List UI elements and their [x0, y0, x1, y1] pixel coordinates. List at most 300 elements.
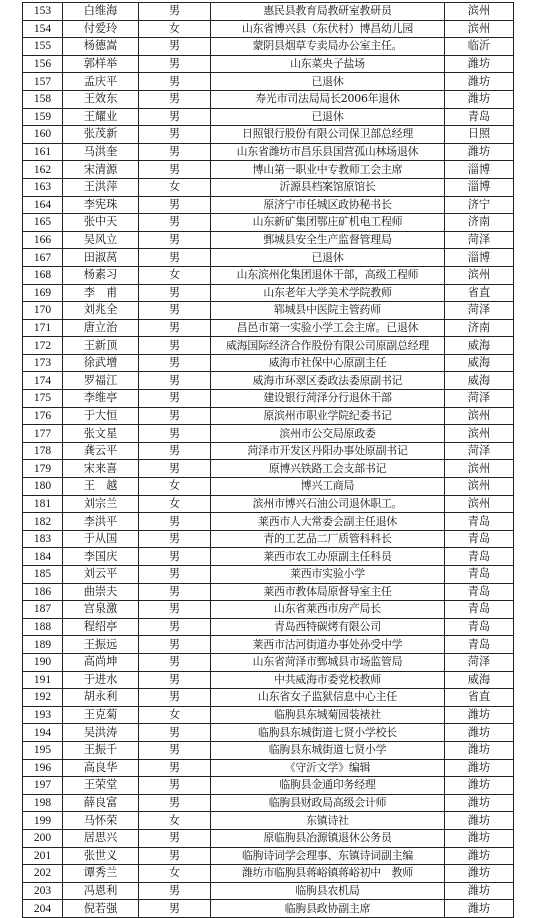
row-number: 178	[23, 442, 63, 460]
member-region: 威海	[445, 354, 514, 372]
member-unit: 青的工艺品二厂质管科科长	[211, 530, 445, 548]
row-number: 186	[23, 583, 63, 601]
member-region: 青岛	[445, 601, 514, 619]
roster-body	[23, 3, 514, 918]
member-region: 临沂	[445, 38, 514, 56]
member-sex: 男	[139, 196, 211, 214]
member-sex: 男	[139, 372, 211, 390]
member-unit: 潍坊市临朐县蒋峪镇蒋峪初中 教师	[211, 865, 445, 883]
member-region: 济南	[445, 319, 514, 337]
member-unit: 已退休	[211, 249, 445, 267]
member-unit: 莱西市人大常委会副主任退休	[211, 513, 445, 531]
table-row	[23, 3, 514, 21]
row-number: 157	[23, 73, 63, 91]
table-row	[23, 319, 514, 337]
member-sex: 男	[139, 671, 211, 689]
member-unit: 昌邑市第一实验小学工会主席。已退休	[211, 319, 445, 337]
row-number: 200	[23, 829, 63, 847]
member-unit: 滨州市公交局原政委	[211, 425, 445, 443]
member-sex: 男	[139, 284, 211, 302]
table-row	[23, 566, 514, 584]
member-name: 王克菊	[63, 706, 139, 724]
member-region: 青岛	[445, 618, 514, 636]
member-sex: 男	[139, 653, 211, 671]
member-unit: 莱西市实验小学	[211, 566, 445, 584]
table-row	[23, 20, 514, 38]
member-name: 刘宗兰	[63, 495, 139, 513]
member-unit: 原济宁市任城区政协秘书长	[211, 196, 445, 214]
member-sex: 男	[139, 55, 211, 73]
member-unit: 原临朐县冶源镇退休公务员	[211, 829, 445, 847]
member-sex: 男	[139, 231, 211, 249]
member-sex: 男	[139, 354, 211, 372]
member-unit: 莱西市沽河街道办事处孙受中学	[211, 636, 445, 654]
member-sex: 男	[139, 689, 211, 707]
member-unit: 菏泽市开发区丹阳办事处原副书记	[211, 442, 445, 460]
member-sex: 男	[139, 161, 211, 179]
member-unit: 青岛西特碳烤有限公司	[211, 618, 445, 636]
table-row	[23, 442, 514, 460]
member-sex: 男	[139, 583, 211, 601]
row-number: 187	[23, 601, 63, 619]
member-sex: 男	[139, 337, 211, 355]
member-region: 滨州	[445, 425, 514, 443]
member-unit: 山东省女子监狱信息中心主任	[211, 689, 445, 707]
member-region: 潍坊	[445, 812, 514, 830]
member-name: 唐立治	[63, 319, 139, 337]
member-name: 吴风立	[63, 231, 139, 249]
table-row	[23, 777, 514, 795]
member-unit: 郓城县中医院主管药师	[211, 302, 445, 320]
row-number: 166	[23, 231, 63, 249]
row-number: 177	[23, 425, 63, 443]
member-region: 滨州	[445, 495, 514, 513]
row-number: 198	[23, 794, 63, 812]
table-row	[23, 38, 514, 56]
member-unit: 威海国际经济合作股份有限公司原副总经理	[211, 337, 445, 355]
table-row	[23, 548, 514, 566]
member-region: 菏泽	[445, 231, 514, 249]
member-sex: 男	[139, 73, 211, 91]
row-number: 175	[23, 390, 63, 408]
table-row	[23, 337, 514, 355]
member-unit: 博兴工商局	[211, 478, 445, 496]
member-name: 王效东	[63, 90, 139, 108]
member-name: 胡永利	[63, 689, 139, 707]
row-number: 176	[23, 407, 63, 425]
member-sex: 男	[139, 882, 211, 900]
table-row	[23, 706, 514, 724]
table-row	[23, 126, 514, 144]
member-unit: 威海市社保中心原副主任	[211, 354, 445, 372]
member-sex: 女	[139, 706, 211, 724]
member-region: 青岛	[445, 583, 514, 601]
member-name: 宫泉激	[63, 601, 139, 619]
member-unit: 原博兴铁路工会支部书记	[211, 460, 445, 478]
member-name: 曲崇夫	[63, 583, 139, 601]
member-sex: 女	[139, 266, 211, 284]
table-row	[23, 390, 514, 408]
member-sex: 女	[139, 478, 211, 496]
member-sex: 男	[139, 741, 211, 759]
member-name: 郭样举	[63, 55, 139, 73]
row-number: 173	[23, 354, 63, 372]
member-sex: 男	[139, 143, 211, 161]
member-name: 高良华	[63, 759, 139, 777]
member-sex: 男	[139, 442, 211, 460]
member-name: 孟庆平	[63, 73, 139, 91]
table-row	[23, 425, 514, 443]
table-row	[23, 372, 514, 390]
member-region: 淄博	[445, 178, 514, 196]
member-name: 于大恒	[63, 407, 139, 425]
member-name: 徐武增	[63, 354, 139, 372]
table-row	[23, 530, 514, 548]
member-name: 杨素习	[63, 266, 139, 284]
row-number: 189	[23, 636, 63, 654]
member-unit: 临朐县东城街道七贤小学	[211, 741, 445, 759]
row-number: 182	[23, 513, 63, 531]
member-sex: 男	[139, 302, 211, 320]
member-name: 吴洪涛	[63, 724, 139, 742]
table-row	[23, 73, 514, 91]
member-sex: 女	[139, 495, 211, 513]
member-unit: 临朐诗词学会理事、东镇诗词副主编	[211, 847, 445, 865]
member-name: 张世义	[63, 847, 139, 865]
member-sex: 男	[139, 513, 211, 531]
member-unit: 沂源县档案馆原馆长	[211, 178, 445, 196]
member-unit: 莱西市教体局原督导室主任	[211, 583, 445, 601]
member-name: 冯恩利	[63, 882, 139, 900]
member-name: 王新顶	[63, 337, 139, 355]
member-region: 青岛	[445, 566, 514, 584]
member-sex: 男	[139, 777, 211, 795]
member-region: 潍坊	[445, 882, 514, 900]
table-row	[23, 231, 514, 249]
member-region: 潍坊	[445, 777, 514, 795]
member-region: 菏泽	[445, 390, 514, 408]
member-sex: 男	[139, 759, 211, 777]
member-name: 倪若强	[63, 900, 139, 918]
member-region: 潍坊	[445, 73, 514, 91]
member-sex: 男	[139, 249, 211, 267]
member-name: 李宪珠	[63, 196, 139, 214]
row-number: 191	[23, 671, 63, 689]
row-number: 160	[23, 126, 63, 144]
member-sex: 男	[139, 548, 211, 566]
table-row	[23, 407, 514, 425]
member-region: 济南	[445, 214, 514, 232]
member-name: 张文星	[63, 425, 139, 443]
member-name: 田淑莴	[63, 249, 139, 267]
table-row	[23, 513, 514, 531]
row-number: 170	[23, 302, 63, 320]
member-unit: 山东菜央子盐场	[211, 55, 445, 73]
member-name: 王 越	[63, 478, 139, 496]
row-number: 184	[23, 548, 63, 566]
member-unit: 博山第一职业中专教师工会主席	[211, 161, 445, 179]
member-unit: 建设银行菏泽分行退休干部	[211, 390, 445, 408]
member-name: 李维亭	[63, 390, 139, 408]
member-sex: 男	[139, 900, 211, 918]
member-name: 王洪萍	[63, 178, 139, 196]
row-number: 155	[23, 38, 63, 56]
row-number: 188	[23, 618, 63, 636]
member-name: 宋来喜	[63, 460, 139, 478]
member-sex: 男	[139, 90, 211, 108]
row-number: 183	[23, 530, 63, 548]
member-unit: 临朐县东城街道七贤小学校长	[211, 724, 445, 742]
member-sex: 女	[139, 865, 211, 883]
member-region: 威海	[445, 337, 514, 355]
member-name: 白维海	[63, 3, 139, 21]
member-unit: 临朐县农机局	[211, 882, 445, 900]
member-region: 青岛	[445, 530, 514, 548]
table-row	[23, 653, 514, 671]
row-number: 195	[23, 741, 63, 759]
member-unit: 鄄城县安全生产监督管理局	[211, 231, 445, 249]
table-row	[23, 55, 514, 73]
member-name: 王振远	[63, 636, 139, 654]
member-sex: 男	[139, 108, 211, 126]
table-row	[23, 249, 514, 267]
member-region: 潍坊	[445, 794, 514, 812]
member-name: 马怀荣	[63, 812, 139, 830]
member-roster-table	[22, 2, 514, 918]
member-unit: 山东省潍坊市昌乐县国营孤山林场退休	[211, 143, 445, 161]
table-row	[23, 214, 514, 232]
row-number: 203	[23, 882, 63, 900]
row-number: 179	[23, 460, 63, 478]
table-row	[23, 478, 514, 496]
member-sex: 男	[139, 724, 211, 742]
row-number: 190	[23, 653, 63, 671]
row-number: 153	[23, 3, 63, 21]
member-region: 省直	[445, 689, 514, 707]
row-number: 196	[23, 759, 63, 777]
row-number: 197	[23, 777, 63, 795]
member-sex: 男	[139, 3, 211, 21]
member-sex: 男	[139, 847, 211, 865]
member-name: 李国庆	[63, 548, 139, 566]
member-sex: 男	[139, 636, 211, 654]
table-row	[23, 143, 514, 161]
member-name: 刘兆全	[63, 302, 139, 320]
row-number: 202	[23, 865, 63, 883]
member-unit: 山东省莱西市房产局长	[211, 601, 445, 619]
member-sex: 男	[139, 319, 211, 337]
member-name: 杨德嵩	[63, 38, 139, 56]
table-row	[23, 724, 514, 742]
row-number: 172	[23, 337, 63, 355]
row-number: 168	[23, 266, 63, 284]
table-row	[23, 284, 514, 302]
row-number: 156	[23, 55, 63, 73]
member-sex: 女	[139, 812, 211, 830]
member-unit: 山东老年大学美术学院教师	[211, 284, 445, 302]
table-row	[23, 882, 514, 900]
member-region: 青岛	[445, 108, 514, 126]
member-name: 龚云平	[63, 442, 139, 460]
member-unit: 山东省菏泽市鄄城县市场监管局	[211, 653, 445, 671]
table-row	[23, 108, 514, 126]
member-unit: 惠民县教育局教研室教研员	[211, 3, 445, 21]
member-unit: 寿光市司法局局长2006年退休	[211, 90, 445, 108]
table-row	[23, 90, 514, 108]
member-region: 潍坊	[445, 759, 514, 777]
member-name: 高尚坤	[63, 653, 139, 671]
member-name: 王荣堂	[63, 777, 139, 795]
member-region: 青岛	[445, 636, 514, 654]
table-row	[23, 689, 514, 707]
row-number: 181	[23, 495, 63, 513]
member-sex: 男	[139, 38, 211, 56]
member-name: 刘云平	[63, 566, 139, 584]
member-unit: 临朐县金通印务经理	[211, 777, 445, 795]
table-row	[23, 671, 514, 689]
member-sex: 男	[139, 618, 211, 636]
member-name: 于进水	[63, 671, 139, 689]
table-row	[23, 161, 514, 179]
member-unit: 临朐县财政局高级会计师	[211, 794, 445, 812]
row-number: 169	[23, 284, 63, 302]
table-row	[23, 829, 514, 847]
row-number: 164	[23, 196, 63, 214]
row-number: 167	[23, 249, 63, 267]
member-name: 张中天	[63, 214, 139, 232]
member-sex: 男	[139, 829, 211, 847]
member-unit: 蒙阴县烟草专卖局办公室主任。	[211, 38, 445, 56]
member-unit: 滨州市博兴石油公司退休职工。	[211, 495, 445, 513]
member-unit: 中共威海市委党校教师	[211, 671, 445, 689]
row-number: 201	[23, 847, 63, 865]
member-sex: 男	[139, 214, 211, 232]
member-region: 滨州	[445, 478, 514, 496]
table-row	[23, 794, 514, 812]
member-unit: 临朐县政协副主席	[211, 900, 445, 918]
member-unit: 东镇诗社	[211, 812, 445, 830]
member-region: 滨州	[445, 407, 514, 425]
member-region: 菏泽	[445, 653, 514, 671]
member-region: 潍坊	[445, 900, 514, 918]
row-number: 154	[23, 20, 63, 38]
member-region: 青岛	[445, 513, 514, 531]
member-unit: 山东滨州化集团退休干部，高级工程师	[211, 266, 445, 284]
member-unit: 临朐县东城菊园装裱社	[211, 706, 445, 724]
member-unit: 山东新矿集团鄂庄矿机电工程师	[211, 214, 445, 232]
member-region: 日照	[445, 126, 514, 144]
member-name: 王振千	[63, 741, 139, 759]
member-region: 省直	[445, 284, 514, 302]
member-region: 滨州	[445, 266, 514, 284]
member-unit: 日照银行股份有限公司保卫部总经理	[211, 126, 445, 144]
member-region: 潍坊	[445, 706, 514, 724]
member-region: 潍坊	[445, 90, 514, 108]
member-sex: 男	[139, 126, 211, 144]
member-unit: 原滨州市职业学院纪委书记	[211, 407, 445, 425]
table-row	[23, 460, 514, 478]
member-name: 王耀业	[63, 108, 139, 126]
member-name: 马洪奎	[63, 143, 139, 161]
member-region: 济宁	[445, 196, 514, 214]
member-region: 潍坊	[445, 865, 514, 883]
member-sex: 男	[139, 566, 211, 584]
member-region: 潍坊	[445, 847, 514, 865]
row-number: 193	[23, 706, 63, 724]
table-row	[23, 266, 514, 284]
table-row	[23, 847, 514, 865]
member-region: 威海	[445, 372, 514, 390]
member-sex: 男	[139, 794, 211, 812]
member-name: 谭秀兰	[63, 865, 139, 883]
member-region: 潍坊	[445, 143, 514, 161]
member-region: 滨州	[445, 20, 514, 38]
member-region: 潍坊	[445, 741, 514, 759]
member-name: 李洪平	[63, 513, 139, 531]
member-unit: 已退休	[211, 73, 445, 91]
member-region: 潍坊	[445, 55, 514, 73]
member-sex: 女	[139, 20, 211, 38]
row-number: 159	[23, 108, 63, 126]
table-row	[23, 302, 514, 320]
row-number: 158	[23, 90, 63, 108]
member-sex: 男	[139, 425, 211, 443]
table-row	[23, 196, 514, 214]
table-row	[23, 354, 514, 372]
row-number: 199	[23, 812, 63, 830]
member-sex: 女	[139, 178, 211, 196]
member-region: 淄博	[445, 249, 514, 267]
member-unit: 威海市环翠区委政法委原副书记	[211, 372, 445, 390]
table-row	[23, 741, 514, 759]
table-row	[23, 900, 514, 918]
row-number: 161	[23, 143, 63, 161]
row-number: 171	[23, 319, 63, 337]
table-row	[23, 178, 514, 196]
table-row	[23, 812, 514, 830]
table-row	[23, 636, 514, 654]
member-name: 居思兴	[63, 829, 139, 847]
member-name: 于从国	[63, 530, 139, 548]
row-number: 165	[23, 214, 63, 232]
member-name: 薛良富	[63, 794, 139, 812]
table-row	[23, 865, 514, 883]
member-unit: 山东省博兴县（东伏村）博昌幼儿园	[211, 20, 445, 38]
member-name: 付爱玲	[63, 20, 139, 38]
member-region: 潍坊	[445, 724, 514, 742]
member-region: 青岛	[445, 548, 514, 566]
member-unit: 《守沂文学》编辑	[211, 759, 445, 777]
row-number: 204	[23, 900, 63, 918]
member-name: 张茂新	[63, 126, 139, 144]
table-row	[23, 759, 514, 777]
member-region: 滨州	[445, 3, 514, 21]
row-number: 162	[23, 161, 63, 179]
member-region: 潍坊	[445, 829, 514, 847]
member-region: 滨州	[445, 460, 514, 478]
member-region: 淄博	[445, 161, 514, 179]
member-sex: 男	[139, 407, 211, 425]
table-row	[23, 601, 514, 619]
member-name: 罗福江	[63, 372, 139, 390]
member-region: 菏泽	[445, 442, 514, 460]
member-name: 李 甫	[63, 284, 139, 302]
member-sex: 男	[139, 390, 211, 408]
member-name: 宋清源	[63, 161, 139, 179]
member-name: 程绍亭	[63, 618, 139, 636]
row-number: 194	[23, 724, 63, 742]
member-unit: 莱西市农工办原副主任科员	[211, 548, 445, 566]
